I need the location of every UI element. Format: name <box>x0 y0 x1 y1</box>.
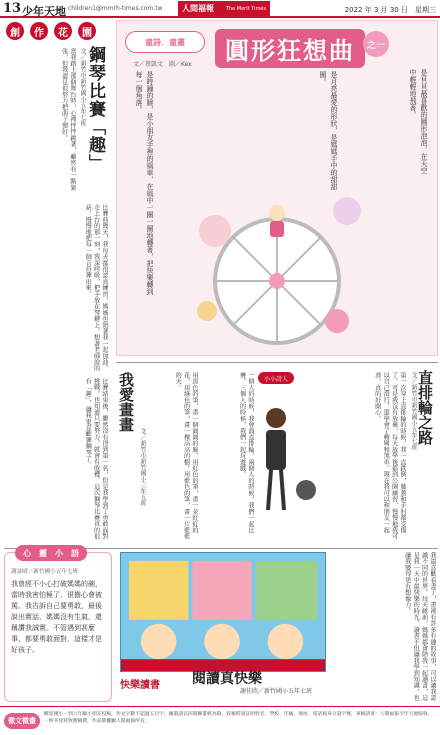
face-icon <box>141 624 177 659</box>
fast-read-credit: 謝佳欣／新竹國小五年七班 <box>240 688 313 695</box>
article-byline: 文／新竹市新竹國小五年七班 <box>79 48 86 126</box>
wheel-hub <box>269 273 285 289</box>
category-tab: 創 <box>6 22 24 40</box>
ball-icon <box>197 301 217 321</box>
fast-read-label: 快樂讀書 <box>120 680 160 691</box>
inline-skating-article <box>330 368 438 546</box>
article-body: 比賽結束後，雖然沒有得到第一名，但是我學到了勇敢面對挑戰，也知道只要努力，就會有收穫。這次鋼琴比賽真的很有「趣」，讓我更喜歡彈鋼琴了。 <box>84 378 108 540</box>
poem-stanza: 是月亮最愛的形狀，是媽媽手中的甜甜圈。 <box>319 71 338 190</box>
category-tabs <box>6 22 96 40</box>
article-title: 直排輪之路 <box>416 370 434 445</box>
page-footer <box>0 706 440 735</box>
balloon-icon <box>199 215 231 247</box>
face-icon <box>204 624 240 659</box>
poem-stanza: 是貝貝最喜歡的圓形泡泡，在天空中輕輕地飛著。 <box>409 69 428 174</box>
kid-illustration <box>256 390 326 540</box>
submission-text: 歡迎國小一到六年級小朋友投稿，作文字數不超過五百字，圖畫請以四開圖畫紙為限，投稿時請註明姓名、學校、年級、地址、電話與身分證字號，來稿請寄：人間福報少年天地版收。一經刊登將致贈稿費，作品版權屬人間福報所有。 <box>44 712 433 724</box>
article-body: 第一次穿上直排輪的時候，我一直跌倒，膝蓋和手肘都受傷了。可是我沒有放棄，每天放學後都到公園練習，慢慢地我可以自己滑行，還學會了轉彎和煞車。現在我可以和朋友一起滑，真的好開心。 <box>373 372 406 540</box>
poem-credit: 文／蔡凱文 圖／Kex <box>133 61 192 68</box>
child-body-icon <box>266 430 286 470</box>
category-tab: 園 <box>78 22 96 40</box>
face-icon <box>268 624 304 659</box>
page-header <box>0 0 440 18</box>
site-url[interactable]: children1@mmrh-times.com.tw <box>68 5 163 12</box>
drawing-poem: 用黑色的筆，畫一個圓圓的臉。用紅色的筆，畫一朵紅紅的花。用綠色的筆，畫一棵高高的樹。用藍色的筆，畫一片藍藍的天。 <box>174 372 198 540</box>
drawing-panel <box>129 561 188 620</box>
kid-poem: 一個人的時候，我會溜直排輪。兩個人的時候，我們一起比賽。三個人的時候，我們一起玩遊戲。 <box>238 372 254 534</box>
box-body: 我曾經不小心打破媽媽的碗，當時我害怕極了，很擔心會被罵。我告訴自己要勇敢，最後說出實話，媽媽沒有生氣，還稱讚我誠實。不管遇到甚麼事，都要勇敢面對，這樣才是好孩子。 <box>11 580 102 654</box>
divider <box>116 362 438 363</box>
poem-label: 童詩．童畫 <box>125 31 205 53</box>
category-tab: 作 <box>30 22 48 40</box>
page-number: 13 <box>3 1 22 16</box>
logo-cn: 人間福報 <box>182 4 214 13</box>
box-title: 心 靈 小 語 <box>15 545 87 561</box>
poem-stanza: 是時鐘的臉，是小朋友手裡的風車，在風中一圈一圈地轉著，把快樂轉到每一個角落。 <box>135 71 154 295</box>
child-drawing <box>120 552 326 672</box>
fast-read-body: 我最喜歡看書了，書裡有許多有趣的故事，可以讓我認識不同的世界。每天睡前，媽媽都會陪我一起讀書，這是我一天中最快樂的時光。讀書不但讓我學到知識，也讓我變得更有想像力。 <box>403 552 436 701</box>
article-body: 比賽前幾天，我每天都很認真練習，媽媽也陪著我一起加油。走上台的那一刻，我深呼吸，把手放在琴鍵上，想著老師說的話，慢慢地把每一個音符彈出來。 <box>84 204 108 372</box>
article-byline: 文／新竹市新竹國小五年七班 <box>410 372 417 450</box>
article-title: 鋼琴比賽「趣」 <box>85 46 105 172</box>
drawing-panel <box>192 561 251 620</box>
dog-icon <box>296 480 316 500</box>
logo-en: The Merit Times <box>225 5 266 12</box>
poem-illustration <box>187 171 367 351</box>
issue-date: 2022 年 3 月 30 日 星期三 <box>344 6 436 14</box>
category-tab: 花 <box>54 22 72 40</box>
section-name: 少年天地 <box>22 5 66 18</box>
article-title: 我愛畫畫 <box>117 372 135 432</box>
fast-read-title: 閱讀真快樂 <box>192 671 262 687</box>
piano-article <box>4 44 110 544</box>
ball-icon <box>325 309 349 333</box>
poem-feature <box>116 20 438 356</box>
newspaper-logo <box>178 1 270 16</box>
child-head-icon <box>266 408 286 428</box>
child-body-icon <box>270 221 284 237</box>
article-body: 當我踏上那個舞台時，心裡怦怦跳著，雖然有一點緊張，但我還是很努力把曲子彈好。 <box>60 48 76 191</box>
box-credit: 謝詠晴／新竹國小五年七班 <box>11 569 79 575</box>
article-byline: 文／新竹市新竹國小三年五班 <box>139 428 146 506</box>
child-head-icon <box>269 205 285 221</box>
poem-title: 圓形狂想曲 <box>215 29 365 68</box>
balloon-icon <box>333 197 361 225</box>
kid-poet-badge: 小小詩人 <box>258 372 294 384</box>
heart-words-box <box>4 548 112 702</box>
poem-part-badge: 之一 <box>363 31 389 57</box>
submission-label: 徵文徵畫 <box>4 713 40 729</box>
drawing-panel <box>256 561 317 620</box>
